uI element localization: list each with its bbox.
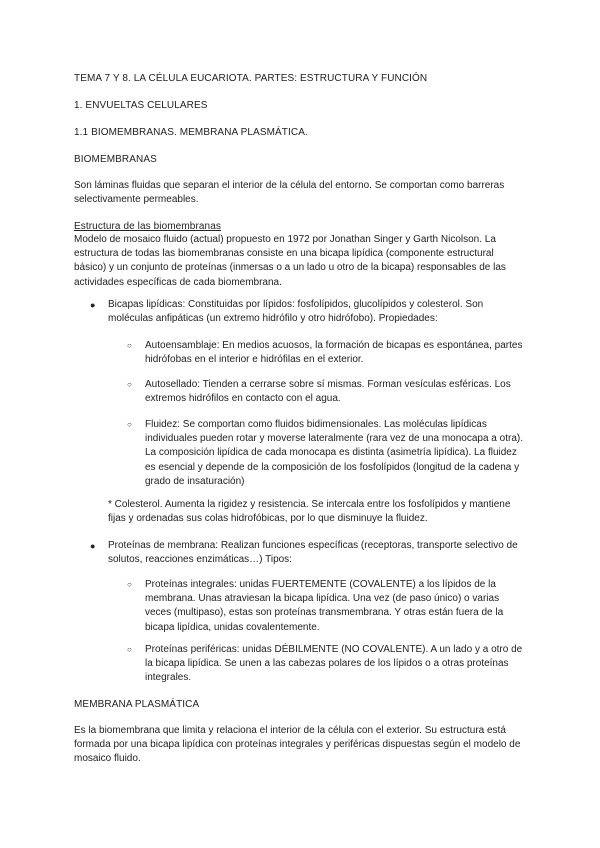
sub-bullet-marker: ○ [127,420,132,429]
sub-bullet-marker: ○ [127,645,132,654]
estructura-heading: Estructura de las biomembranas [74,221,221,232]
sub-proteinas-integrales: Proteínas integrales: unidas FUERTEMENTE (COVALENTE) a los lípidos de la membrana. Unas atraviesan la bicapa lipídica. Una vez (de paso único) o varias veces (multipaso), estas son proteínas transmembrana. Y otras están fuera de la bicapa lipídica, unidas covalentemente. [145,579,504,633]
bullet-bicapas-lipidicas: Bicapas lipídicas: Constituidas por lípidos: fosfolípidos, glucolípidos y colesterol. Son moléculas anfipáticas (un extremo hidrófilo y otro hidrófobo). Propiedades: [108,299,484,325]
sub-bullet-marker: ○ [127,580,132,589]
biomembranas-intro: Son láminas fluidas que separan el interior de la célula del entorno. Se comportan como barreras selectivamente permeables. [74,180,505,206]
biomembranas-heading: BIOMEMBRANAS [74,154,157,165]
section-heading: 1. ENVUELTAS CELULARES [74,100,208,111]
sub-proteinas-perifericas: Proteínas periféricas: unidas DÉBILMENTE (NO COVALENTE). A un lado y a otro de la bicapa lipídica. Se unen a las cabezas polares de los lípidos o a otras proteínas integrales. [145,644,523,684]
document-title: TEMA 7 Y 8. LA CÉLULA EUCARIOTA. PARTES: ESTRUCTURA Y FUNCIÓN [74,73,428,84]
colesterol-note: * Colesterol. Aumenta la rigidez y resistencia. Se intercala entre los fosfolípidos y mantiene fijas y ordenadas sus colas hidrofóbicas, por lo que disminuye la fluidez. [108,499,511,525]
sub-bullet-marker: ○ [127,380,132,389]
sub-bullet-marker: ○ [127,341,132,350]
sub-fluidez: Fluidez: Se comportan como fluidos bidimensionales. Las moléculas lipídicas individuales pueden rotar y moverse lateralmente (rara vez de una monocapa a otra). La composición lipídica de cada monocapa es distinta (asimetría lipídica). La fluidez es esencial y depende de la composición de los fosfolípidos (longitud de la cadena y grado de insaturación) [145,419,523,487]
membrana-plasmatica-heading: MEMBRANA PLASMÁTICA [74,699,200,710]
sub-autosellado: Autosellado: Tienden a cerrarse sobre sí mismas. Forman vesículas esféricas. Los extremos hidrófilos en contacto con el agua. [145,379,511,405]
bullet-proteinas-membrana: Proteínas de membrana: Realizan funciones específicas (receptoras, transporte selectivo de solutos, reacciones enzimáticas…) Tipos: [108,540,518,566]
subsection-heading: 1.1 BIOMEMBRANAS. MEMBRANA PLASMÁTICA. [74,127,308,138]
estructura-paragraph: Modelo de mosaico fluido (actual) propuesto en 1972 por Jonathan Singer y Garth Nicolson. La estructura de todas las biomembranas consiste en una bicapa lipídica (componente estructural básico) y un conjunto de proteínas (inmersas o a un lado u otro de la bicapa) responsables de las actividades específicas de cada biomembrana. [74,234,506,288]
sub-autoensamblaje: Autoensamblaje: En medios acuosos, la formación de bicapas es espontánea, partes hidrófobas en el interior e hidrófilas en el exterior. [145,340,523,366]
bullet-marker: ● [90,541,96,551]
membrana-plasmatica-paragraph: Es la biomembrana que limita y relaciona el interior de la célula con el exterior. Su estructura está formada por una bicapa lipídica con proteínas integrales y periféricas dispuestas según el modelo de mosaico fluido. [74,725,521,765]
bullet-marker: ● [90,300,96,310]
